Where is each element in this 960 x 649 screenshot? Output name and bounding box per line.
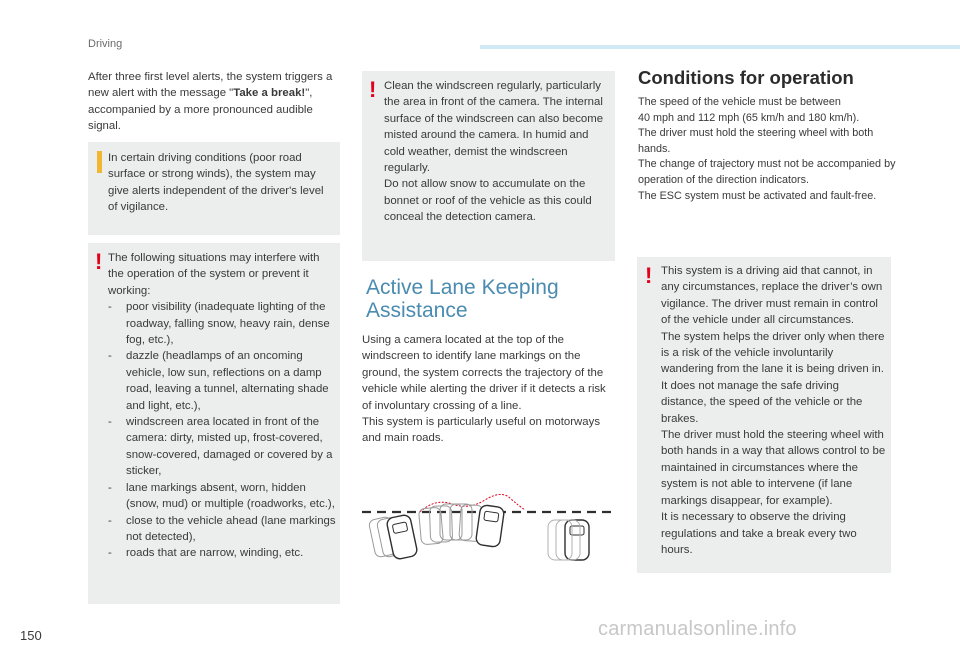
warning-box-driving-aid [637, 257, 891, 573]
warning-intro: The following situations may interfere with the operation of the system or prevent it working: [108, 252, 320, 297]
warning-icon: ! [95, 249, 103, 274]
page-number: 150 [20, 628, 42, 643]
warning-icon: ! [369, 77, 377, 102]
intro-text-b: ", accompanied by a more pronounced audible signal. [88, 87, 313, 133]
lane-keeping-illustration [360, 490, 618, 565]
list-item: - close to the vehicle ahead (lane markings not detected), [108, 514, 336, 543]
warning-box-interference [88, 243, 340, 604]
list-item: - poor visibility (inadequate lighting of the roadway, falling snow, heavy rain, dense fog, etc.), [108, 301, 330, 347]
intro-bold-message: Take a break! [233, 87, 306, 100]
trajectory-wave-line [420, 494, 525, 512]
section-bar [480, 45, 960, 49]
section-title-lane-keeping: Active Lane Keeping Assistance [366, 276, 559, 322]
conditions-text: The speed of the vehicle must be between 40 mph and 112 mph (65 km/h and 180 km/h). The driver must hold the steering wheel with both hands. The change of trajectory must not be accompanied by operation of the direction indicators. The ESC system must be activated and fault-free. [638, 96, 896, 202]
section-label: Driving [88, 38, 123, 50]
intro-paragraph [88, 69, 348, 135]
driving-aid-warning-text: This system is a driving aid that cannot, in any circumstances, replace the driver’s own vigilance. The driver must remain in control of the vehicle under all circumstances. The system helps the driver only when there is a risk of the vehicle involuntarily wandering from the lane it is being driven in. It does not manage the safe driving distance, the speed of the vehicle or the brakes. The driver must hold the steering wheel with both hands in a way that allows control to be maintained in circumstances where the system is not able to intervene (if lane markings disappear, for example). It is necessary to observe the driving regulations and take a break every two hours. [661, 265, 886, 556]
info-marker-icon [97, 151, 102, 173]
lane-keeping-description: Using a camera located at the top of the windscreen to identify lane markings on the ground, the system corrects the trajectory of the vehicle while alerting the driver if it detects a risk of involuntary crossing of a line. This system is particularly useful on motorways and main roads. [362, 334, 606, 445]
list-item: - roads that are narrow, winding, etc. [108, 547, 304, 560]
info-box-text: In certain driving conditions (poor road surface or strong winds), the system may give alerts independent of the driver's level of vigilance. [108, 152, 324, 214]
intro-text-a: After three first level alerts, the system triggers a new alert with the message " [88, 71, 333, 100]
windscreen-warning-text: Clean the windscreen regularly, particularly the area in front of the camera. The internal surface of the windscreen can also become misted around the camera. In humid and cold weather, demist the windscreen regularly. Do not allow snow to accumulate on the bonnet or roof of the vehicle as this could conceal the detection camera. [384, 80, 604, 224]
list-item: - windscreen area located in front of the camera: dirty, misted up, frost-covered, snow-covered, damaged or covered by a sticker, [108, 416, 333, 478]
info-box [88, 142, 340, 235]
list-item: - dazzle (headlamps of an oncoming vehicle, low sun, reflections on a damp road, leaving a tunnel, alternating shade and light, etc.), [108, 350, 329, 412]
watermark: carmanualsonline.info [598, 618, 797, 640]
warning-icon: ! [645, 263, 653, 288]
section-title-conditions: Conditions for operation [638, 67, 854, 88]
warning-box-windscreen [362, 71, 615, 261]
interference-list [108, 299, 336, 562]
list-item: - lane markings absent, worn, hidden (snow, mud) or multiple (roadworks, etc.), [108, 481, 335, 511]
